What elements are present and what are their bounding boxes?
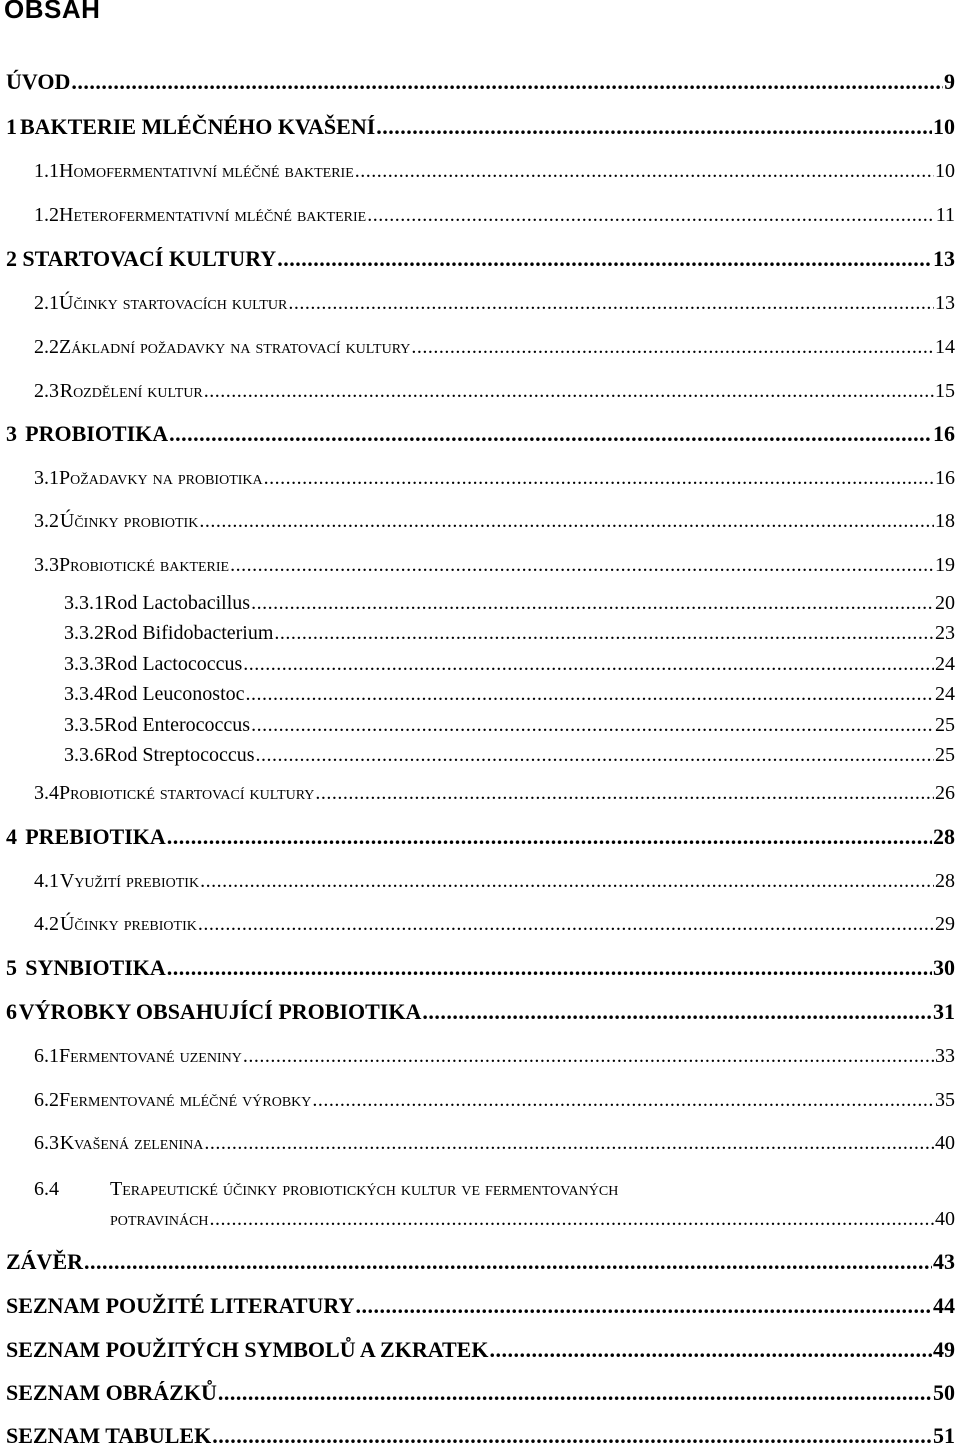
toc-entry-4[interactable]	[6, 824, 955, 850]
toc-entry-page: 31	[933, 999, 955, 1024]
toc-entry-page: 13	[933, 246, 955, 271]
toc-entry-6-1[interactable]	[34, 1043, 955, 1069]
toc-entry-symboly[interactable]	[6, 1337, 955, 1363]
toc-entry-page: 18	[935, 510, 955, 532]
toc-entry-number: 2.1	[34, 292, 59, 314]
toc-entry-4-2[interactable]	[34, 911, 955, 937]
toc-entry-number: 1.1	[34, 160, 59, 182]
toc-entry-title: Požadavky na probiotika	[59, 467, 263, 489]
toc-entry-title: PROBIOTIKA	[25, 421, 169, 446]
toc-entry-title: Účinky probiotik	[59, 510, 199, 532]
toc-entry-page: 28	[933, 824, 955, 849]
toc-entry-page: 24	[935, 683, 955, 705]
toc-entry-page: 40	[935, 1208, 955, 1230]
page-title: OBSAH	[4, 0, 101, 24]
toc-entry-uvod[interactable]	[6, 69, 955, 95]
toc-entry-page: 19	[935, 554, 955, 576]
toc-entry-3-3-3[interactable]	[64, 651, 955, 677]
toc-entry-title: Fermentované uzeniny	[59, 1045, 242, 1067]
toc-entry-title: SEZNAM POUŽITÉ LITERATURY	[6, 1293, 355, 1318]
toc-entry-3-3-4[interactable]	[64, 681, 955, 707]
dot-leader	[376, 114, 932, 140]
toc-entry-3-3-5[interactable]	[64, 712, 955, 738]
toc-entry-title: ÚVOD	[6, 69, 71, 94]
toc-entry-title: Terapeutické účinky probiotických kultur ve fermentovaných	[110, 1178, 619, 1200]
toc-entry-title: SYNBIOTIKA	[25, 955, 166, 980]
dot-leader	[71, 69, 943, 95]
toc-entry-number: 3.3.2	[64, 622, 104, 644]
dot-leader	[204, 1130, 934, 1156]
dot-leader	[243, 1043, 934, 1069]
toc-entry-title: VÝROBKY OBSAHUJÍCÍ PROBIOTIKA	[18, 999, 422, 1024]
toc-entry-title: Fermentované mléčné výrobky	[59, 1089, 312, 1111]
toc-entry-title: Účinky startovacích kultur	[59, 292, 288, 314]
toc-entry-title: Heterofermentativní mléčné bakterie	[59, 204, 367, 226]
toc-entry-page: 51	[933, 1423, 955, 1448]
toc-entry-3-1[interactable]	[34, 465, 955, 491]
toc-entry-page: 16	[933, 421, 955, 446]
toc-entry-6-4-continuation[interactable]	[110, 1206, 955, 1232]
toc-entry-title: Rod Lactococcus	[104, 653, 243, 675]
toc-entry-4-1[interactable]	[34, 868, 955, 894]
toc-entry-6-2[interactable]	[34, 1087, 955, 1113]
dot-leader	[243, 651, 934, 677]
toc-entry-page: 14	[935, 336, 955, 358]
toc-entry-page: 28	[935, 870, 955, 892]
toc-entry-5[interactable]	[6, 955, 955, 981]
toc-entry-title: BAKTERIE MLÉČNÉHO KVAŠENÍ	[19, 114, 376, 139]
toc-entry-number: 3.3.5	[64, 714, 104, 736]
toc-entry-title: Rod Bifidobacterium	[104, 622, 274, 644]
toc-entry-page: 10	[935, 160, 955, 182]
dot-leader	[274, 620, 934, 646]
dot-leader	[204, 378, 934, 404]
dot-leader	[355, 158, 934, 184]
toc-entry-page: 49	[933, 1337, 955, 1362]
toc-entry-3-4[interactable]	[34, 780, 955, 806]
dot-leader	[169, 421, 932, 447]
toc-entry-number: 6.1	[34, 1045, 59, 1067]
dot-leader	[251, 712, 934, 738]
toc-entry-number: 2	[6, 246, 17, 271]
toc-entry-6-4[interactable]	[34, 1176, 955, 1202]
toc-entry-tabulky[interactable]	[6, 1423, 955, 1449]
toc-entry-page: 15	[935, 380, 955, 402]
toc-entry-page: 13	[935, 292, 955, 314]
toc-entry-page: 43	[933, 1249, 955, 1274]
dot-leader	[264, 465, 934, 491]
toc-entry-title: Rod Leuconostoc	[104, 683, 245, 705]
toc-entry-number: 2.3	[34, 380, 59, 402]
toc-entry-title: STARTOVACÍ KULTURY	[22, 246, 277, 271]
toc-entry-page: 9	[944, 69, 955, 94]
toc-entry-title: SEZNAM POUŽITÝCH SYMBOLŮ A ZKRATEK	[6, 1337, 489, 1362]
toc-entry-page: 33	[935, 1045, 955, 1067]
toc-entry-number: 5	[6, 955, 17, 980]
toc-entry-literatura[interactable]	[6, 1293, 955, 1319]
toc-entry-title: Rod Lactobacillus	[104, 592, 251, 614]
toc-entry-3[interactable]	[6, 421, 955, 447]
dot-leader	[355, 1293, 932, 1319]
toc-entry-title: Rod Enterococcus	[104, 714, 251, 736]
toc-entry-title-continuation: potravinách	[110, 1208, 209, 1230]
toc-entry-2-2[interactable]	[34, 334, 955, 360]
toc-entry-number: 3.3.1	[64, 592, 104, 614]
toc-entry-6[interactable]	[6, 999, 955, 1025]
dot-leader	[167, 955, 932, 981]
toc-entry-number: 3.3.3	[64, 653, 104, 675]
toc-entry-number: 4	[6, 824, 17, 849]
dot-leader	[200, 868, 934, 894]
toc-entry-number: 3	[6, 421, 17, 446]
toc-entry-page: 16	[935, 467, 955, 489]
toc-entry-number: 4.1	[34, 870, 59, 892]
dot-leader	[288, 290, 934, 316]
toc-entry-number: 4.2	[34, 913, 59, 935]
dot-leader	[198, 911, 934, 937]
dot-leader	[210, 1206, 934, 1232]
toc-entry-page: 25	[935, 714, 955, 736]
dot-leader	[422, 999, 932, 1025]
dot-leader	[84, 1249, 932, 1275]
toc-entry-page: 26	[935, 782, 955, 804]
toc-entry-title: PREBIOTIKA	[25, 824, 166, 849]
toc-entry-1-2[interactable]	[34, 202, 955, 228]
dot-leader	[230, 552, 934, 578]
toc-entry-page: 40	[935, 1132, 955, 1154]
dot-leader	[312, 1087, 934, 1113]
toc-entry-number: 1.2	[34, 204, 59, 226]
toc-entry-zaver[interactable]	[6, 1249, 955, 1275]
toc-entry-number: 6.2	[34, 1089, 59, 1111]
dot-leader	[315, 780, 934, 806]
toc-entry-obrazky[interactable]	[6, 1380, 955, 1406]
dot-leader	[256, 742, 934, 768]
toc-entry-title: Probiotické bakterie	[59, 554, 230, 576]
toc-entry-number: 6	[6, 999, 17, 1024]
toc-entry-1[interactable]	[6, 114, 955, 140]
toc-entry-2[interactable]	[6, 246, 955, 272]
toc-entry-title: Kvašená zelenina	[59, 1132, 204, 1154]
toc-entry-page: 35	[935, 1089, 955, 1111]
toc-entry-3-3-6[interactable]	[64, 742, 955, 768]
toc-entry-number: 6.3	[34, 1132, 59, 1154]
toc-entry-number: 6.4	[34, 1178, 59, 1200]
toc-entry-number: 3.2	[34, 510, 59, 532]
toc-entry-page: 23	[935, 622, 955, 644]
toc-entry-page: 20	[935, 592, 955, 614]
toc-entry-title: Rod Streptococcus	[104, 744, 255, 766]
dot-leader	[199, 508, 934, 534]
toc-entry-number: 1	[6, 114, 17, 139]
toc-entry-3-3[interactable]	[34, 552, 955, 578]
toc-entry-page: 24	[935, 653, 955, 675]
toc-entry-title: Rozdělení kultur	[59, 380, 203, 402]
dot-leader	[277, 246, 932, 272]
toc-entry-number: 3.3.6	[64, 744, 104, 766]
toc-entry-title: Základní požadavky na stratovací kultury	[59, 336, 411, 358]
dot-leader	[218, 1380, 932, 1406]
toc-entry-page: 44	[933, 1293, 955, 1318]
toc-entry-1-1[interactable]	[34, 158, 955, 184]
dot-leader	[411, 334, 934, 360]
toc-entry-page: 30	[933, 955, 955, 980]
toc-entry-title: Účinky prebiotik	[59, 913, 197, 935]
toc-entry-3-3-2[interactable]	[64, 620, 955, 646]
dot-leader	[489, 1337, 932, 1363]
dot-leader	[167, 824, 932, 850]
toc-entry-page: 10	[933, 114, 955, 139]
toc-entry-title: SEZNAM OBRÁZKŮ	[6, 1380, 217, 1405]
toc-entry-title: Probiotické startovací kultury	[59, 782, 315, 804]
toc-entry-page: 50	[933, 1380, 955, 1405]
toc-entry-3-3-1[interactable]	[64, 590, 955, 616]
dot-leader	[367, 202, 935, 228]
toc-entry-page: 11	[935, 204, 955, 226]
dot-leader	[251, 590, 934, 616]
toc-entry-2-3[interactable]	[34, 378, 955, 404]
dot-leader	[212, 1423, 932, 1449]
toc-entry-page: 29	[935, 913, 955, 935]
toc-entry-number: 3.1	[34, 467, 59, 489]
toc-entry-6-3[interactable]	[34, 1130, 955, 1156]
toc-entry-title: Homofermentativní mléčné bakterie	[59, 160, 354, 182]
toc-entry-number: 3.3	[34, 554, 59, 576]
toc-entry-number: 3.3.4	[64, 683, 104, 705]
toc-entry-3-2[interactable]	[34, 508, 955, 534]
toc-entry-2-1[interactable]	[34, 290, 955, 316]
toc-entry-number: 2.2	[34, 336, 59, 358]
toc-entry-title: ZÁVĚR	[6, 1249, 84, 1274]
toc-entry-title: SEZNAM TABULEK	[6, 1423, 212, 1448]
toc-entry-page: 25	[935, 744, 955, 766]
toc-entry-title: Využití prebiotik	[59, 870, 200, 892]
toc-entry-number: 3.4	[34, 782, 59, 804]
dot-leader	[246, 681, 934, 707]
